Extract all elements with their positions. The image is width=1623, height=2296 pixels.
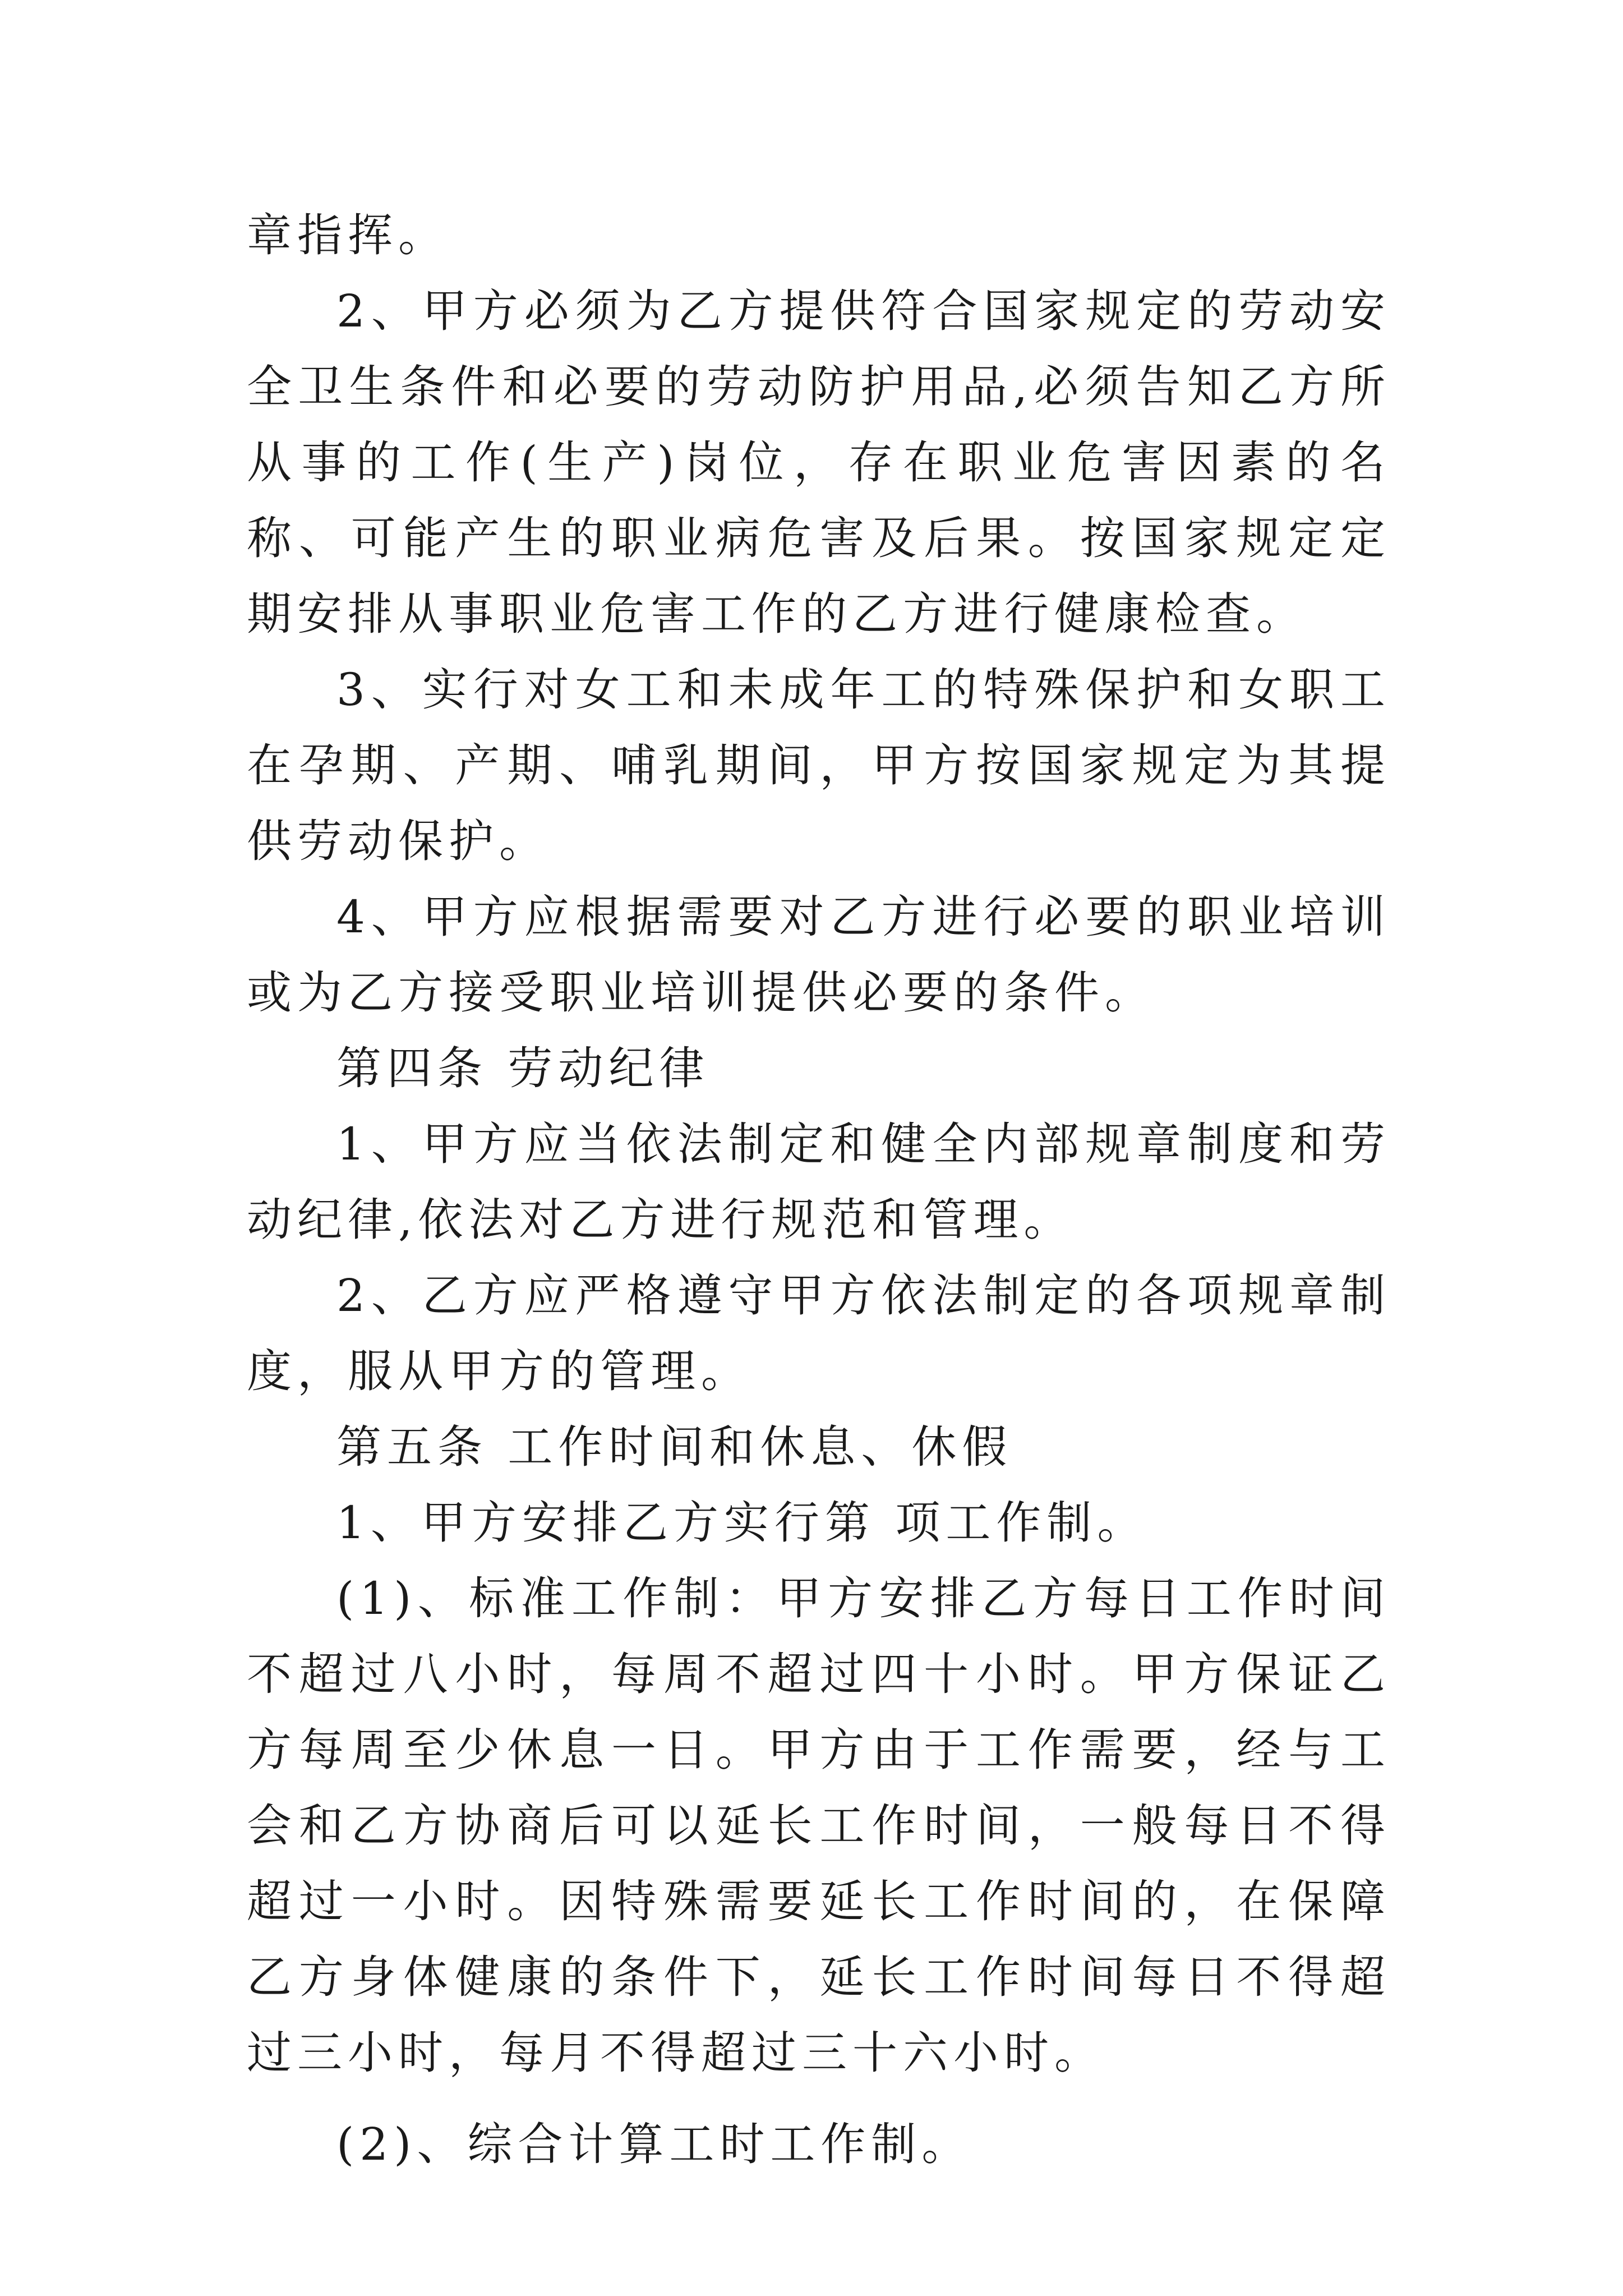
paragraph-work-system: 1、甲方安排乙方实行第 项工作制。: [336, 1497, 1148, 1549]
document-body: [247, 197, 1391, 2182]
paragraph-safety-conditions: 2、甲方必须为乙方提供符合国家规定的劳动安全卫生条件和必要的劳动防护用品,必须告知乙方所从事的工作(生产)岗位，存在职业危害因素的名称、可能产生的职业病危害及后果。按国家规定定期安排从事职业危害工作的乙方进行健康检查。: [247, 285, 1391, 640]
paragraph-vocational-training: 4、甲方应根据需要对乙方进行必要的职业培训或为乙方接受职业培训提供必要的条件。: [247, 891, 1391, 1019]
paragraph-standard-hours: (1)、标准工作制：甲方安排乙方每日工作时间不超过八小时，每周不超过四十小时。甲方保证乙方每周至少休息一日。甲方由于工作需要，经与工会和乙方协商后可以延长工作时间，一般每日不得超过一小时。因特殊需要延长工作时间的，在保障乙方身体健康的条件下，延长工作时间每日不得超过三小时，每月不得超过三十六小时。: [247, 1572, 1391, 2079]
paragraph-obey-rules: 2、乙方应严格遵守甲方依法制定的各项规章制度，服从甲方的管理。: [247, 1269, 1391, 1397]
paragraph-continuation: 章指挥。: [247, 209, 449, 261]
paragraph-female-protection: 3、实行对女工和未成年工的特殊保护和女职工在孕期、产期、哺乳期间，甲方按国家规定为其提供劳动保护。: [247, 664, 1391, 867]
paragraph-comprehensive-hours: (2)、综合计算工时工作制。: [336, 2118, 972, 2170]
section-heading-labor-discipline: 第四条 劳动纪律: [336, 1042, 710, 1094]
section-heading-working-hours: 第五条 工作时间和休息、休假: [336, 1421, 1013, 1473]
paragraph-rules-system: 1、甲方应当依法制定和健全内部规章制度和劳动纪律,依法对乙方进行规范和管理。: [247, 1118, 1391, 1246]
